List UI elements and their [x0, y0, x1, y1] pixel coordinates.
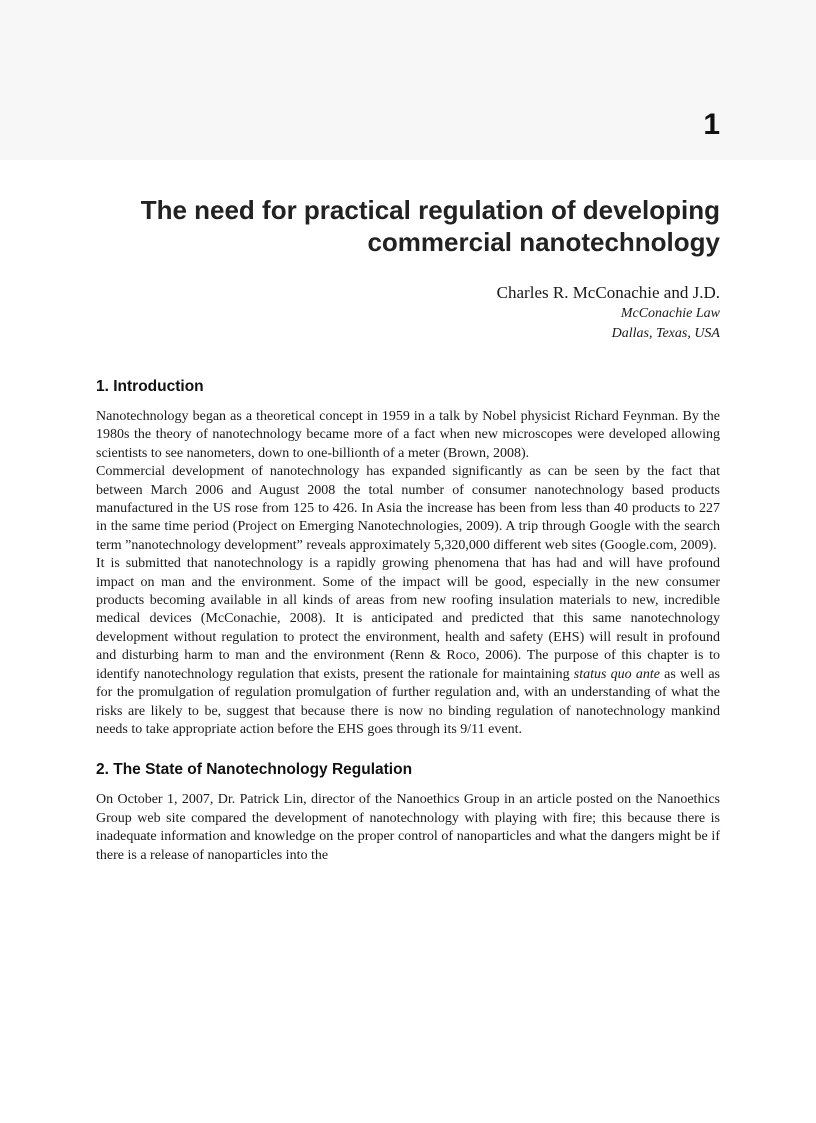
chapter-title-line-1: The need for practical regulation of developing: [140, 195, 720, 225]
chapter-number: 1: [703, 108, 720, 141]
chapter-body: [96, 378, 720, 865]
section-heading-introduction: 1. Introduction: [96, 378, 204, 395]
body-paragraph: Nanotechnology began as a theoretical concept in 1959 in a talk by Nobel physicist Richard Feynman. By the 1980s the theory of nanotechnology became more of a fact when new microscopes were developed allowing scientists to see nanometers, down to one-billionth of a meter (Brown, 2008).: [96, 409, 720, 461]
body-paragraph: On October 1, 2007, Dr. Patrick Lin, director of the Nanoethics Group in an article posted on the Nanoethics Group web site compared the development of nanotechnology with playing with fire; this because there is inadequate information and knowledge on the proper control of nanoparticles and what the dangers might be if there is a release of nanoparticles into the: [96, 792, 720, 863]
paragraph-text: It is submitted that nanotechnology is a rapidly growing phenomena that has had and will have profound impact on man and the environment. Some of the impact will be good, especially in the new consumer products becoming available in all kinds of areas from new roofing insulation materials to new, incredible medical devices (McConachie, 2008). It is anticipated and predicted that this same nanotechnology development without regulation to protect the environment, health and safety (EHS) will result in profound and disturbing harm to man and the environment (Renn & Roco, 2006). The purpose of this chapter is to identify nanotechnology regulation that exists, present the rationale for maintaining: [96, 556, 720, 682]
page-header-band: [0, 0, 816, 160]
paragraph-text: as well as for the promulgation of regulation promulgation of further regulation and, with an understanding of what the risks are likely to be, suggest that because there is now no binding regulation of nanotechnology mankind needs to take appropriate action before the EHS goes through its 9/11 event.: [96, 666, 721, 737]
author-name: Charles R. McConachie and J.D.: [496, 283, 720, 302]
body-paragraph: Commercial development of nanotechnology has expanded significantly as can be seen by the fact that between March 2006 and August 2008 the total number of consumer nanotechnology based products manufactured in the US rose from 125 to 426. In Asia the increase has been from less than 40 products to 227 in the same time period (Project on Emerging Nanotechnologies, 2009). A trip through Google with the search term ”nanotechnology development” reveals approximately 5,320,000 different web sites (Google.com, 2009).: [96, 464, 720, 553]
byline: [96, 282, 720, 344]
emphasis-text: status quo ante: [573, 666, 660, 682]
author-affiliation: McConachie Law: [620, 306, 720, 321]
chapter-title: [96, 194, 720, 258]
author-location: Dallas, Texas, USA: [611, 326, 720, 341]
section-heading-regulation: 2. The State of Nanotechnology Regulation: [96, 761, 413, 779]
chapter-title-line-2: commercial nanotechnology: [367, 227, 720, 257]
body-paragraph: [96, 555, 720, 739]
